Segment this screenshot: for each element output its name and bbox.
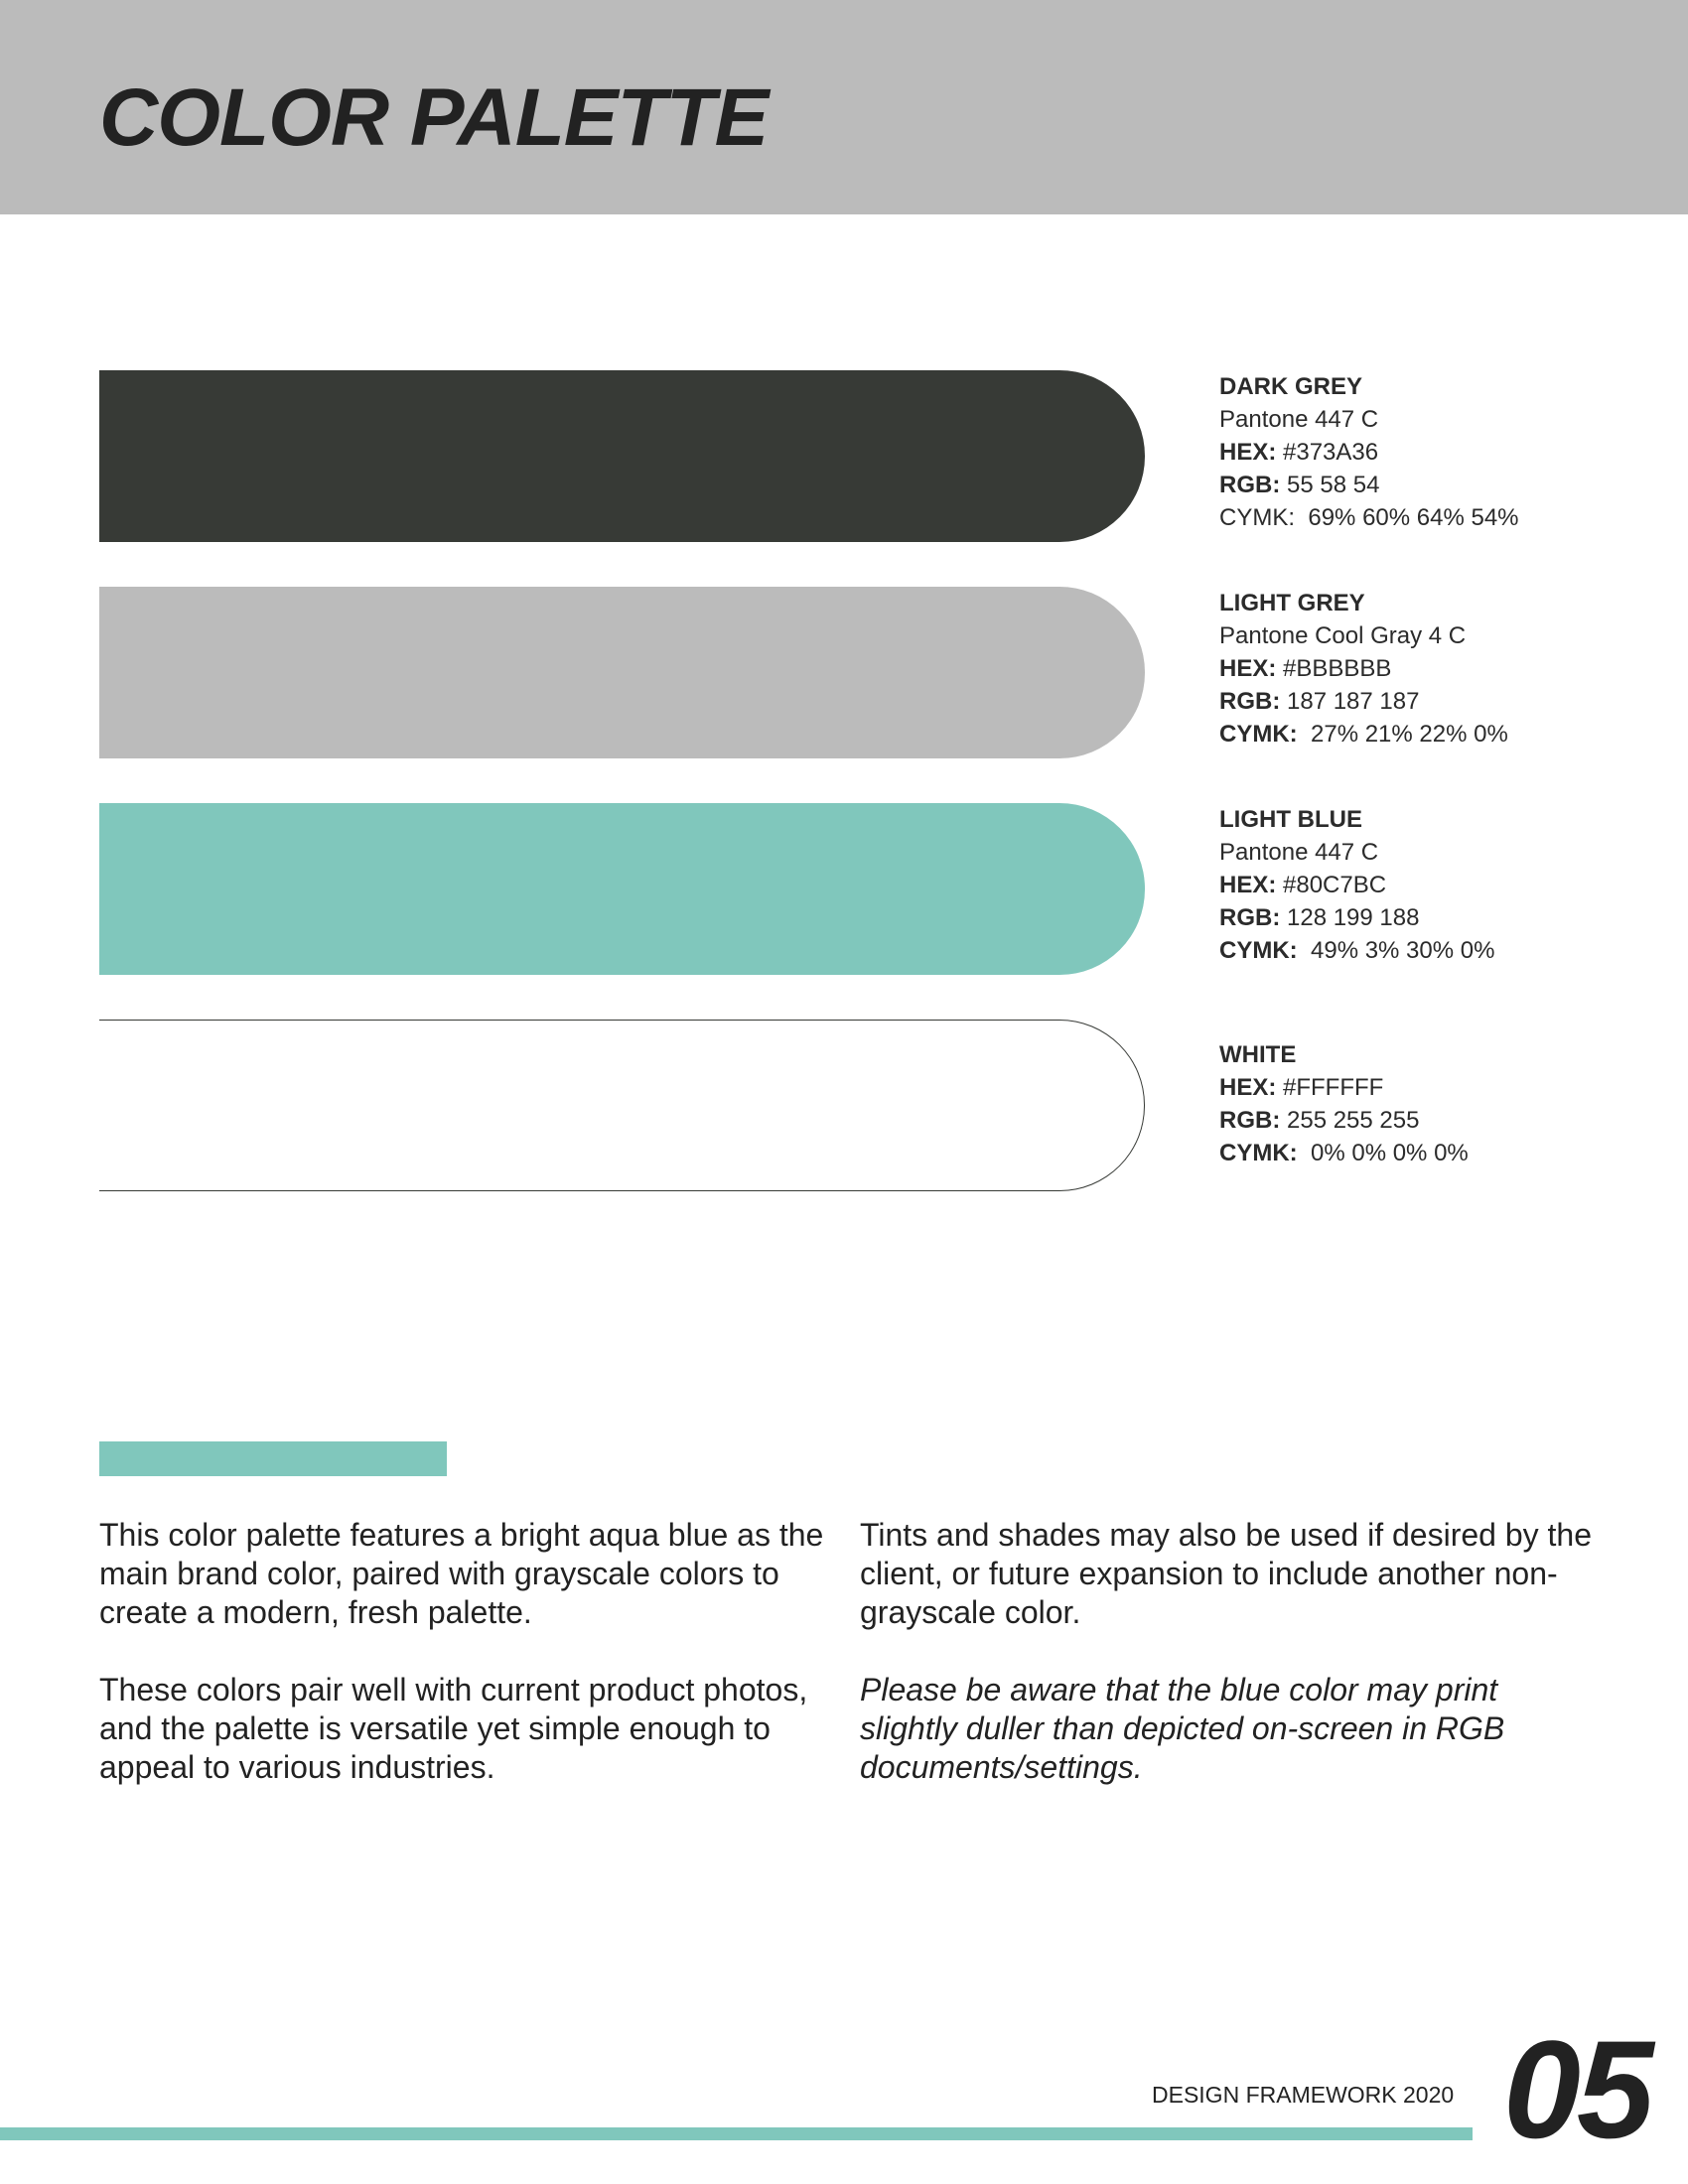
print-note: Please be aware that the blue color may print slightly duller than depicted on-screen in RGB documents/settings. (860, 1672, 1505, 1785)
swatch-white (99, 1020, 1145, 1191)
color-rgb (1219, 469, 1519, 501)
color-name: LIGHT GREY (1219, 590, 1365, 616)
color-name: LIGHT BLUE (1219, 806, 1362, 833)
color-cymk (1219, 1137, 1469, 1169)
color-hex (1219, 1071, 1469, 1104)
swatch-light-blue (99, 803, 1145, 975)
hex-value: #80C7BC (1283, 872, 1387, 898)
rgb-value: 55 58 54 (1287, 472, 1380, 498)
hex-label: HEX: (1219, 872, 1277, 898)
header-band (0, 0, 1688, 214)
rgb-label: RGB: (1219, 472, 1281, 498)
hex-label: HEX: (1219, 439, 1277, 466)
color-pantone: Pantone 447 C (1219, 839, 1379, 866)
footer-label: DESIGN FRAMEWORK 2020 (1152, 2082, 1455, 2108)
color-cymk (1219, 501, 1519, 534)
color-rgb (1219, 901, 1494, 934)
color-hex (1219, 869, 1494, 901)
accent-bar (99, 1441, 447, 1476)
color-name: WHITE (1219, 1041, 1297, 1068)
rgb-label: RGB: (1219, 1107, 1281, 1134)
color-rgb (1219, 1104, 1469, 1137)
page-number: 05 (1503, 2011, 1650, 2167)
cymk-label: CYMK: (1219, 721, 1298, 748)
footer-line (0, 2127, 1473, 2140)
paragraph: These colors pair well with current product photos, and the palette is versatile yet simple enough to appeal to various industries. (99, 1672, 808, 1785)
cymk-value: 69% 60% 64% 54% (1308, 504, 1519, 531)
swatch-light-grey (99, 587, 1145, 758)
page-title: COLOR PALETTE (99, 72, 769, 163)
hex-value: #373A36 (1283, 439, 1379, 466)
color-pantone: Pantone 447 C (1219, 406, 1379, 433)
color-info-light-blue (1219, 803, 1494, 967)
color-info-light-grey (1219, 587, 1508, 751)
color-cymk (1219, 718, 1508, 751)
swatch-dark-grey (99, 370, 1145, 542)
color-info-white (1219, 1038, 1469, 1169)
cymk-value: 27% 21% 22% 0% (1311, 721, 1508, 748)
color-hex (1219, 652, 1508, 685)
body-column-right (860, 1516, 1595, 1826)
rgb-label: RGB: (1219, 904, 1281, 931)
color-info-dark-grey (1219, 370, 1519, 534)
rgb-value: 128 199 188 (1287, 904, 1420, 931)
cymk-value: 49% 3% 30% 0% (1311, 937, 1495, 964)
hex-value: #BBBBBB (1283, 655, 1392, 682)
color-name: DARK GREY (1219, 373, 1363, 400)
color-pantone: Pantone Cool Gray 4 C (1219, 622, 1467, 649)
color-hex (1219, 436, 1519, 469)
rgb-label: RGB: (1219, 688, 1281, 715)
cymk-value: 0% 0% 0% 0% (1311, 1140, 1469, 1166)
cymk-label: CYMK: (1219, 504, 1296, 531)
hex-label: HEX: (1219, 655, 1277, 682)
rgb-value: 255 255 255 (1287, 1107, 1420, 1134)
rgb-value: 187 187 187 (1287, 688, 1420, 715)
color-rgb (1219, 685, 1508, 718)
body-column-left (99, 1516, 834, 1826)
cymk-label: CYMK: (1219, 1140, 1298, 1166)
color-cymk (1219, 934, 1494, 967)
cymk-label: CYMK: (1219, 937, 1298, 964)
hex-label: HEX: (1219, 1074, 1277, 1101)
paragraph: This color palette features a bright aqua blue as the main brand color, paired with grayscale colors to create a modern, fresh palette. (99, 1517, 824, 1630)
hex-value: #FFFFFF (1283, 1074, 1384, 1101)
paragraph: Tints and shades may also be used if desired by the client, or future expansion to include another non-grayscale color. (860, 1517, 1593, 1630)
